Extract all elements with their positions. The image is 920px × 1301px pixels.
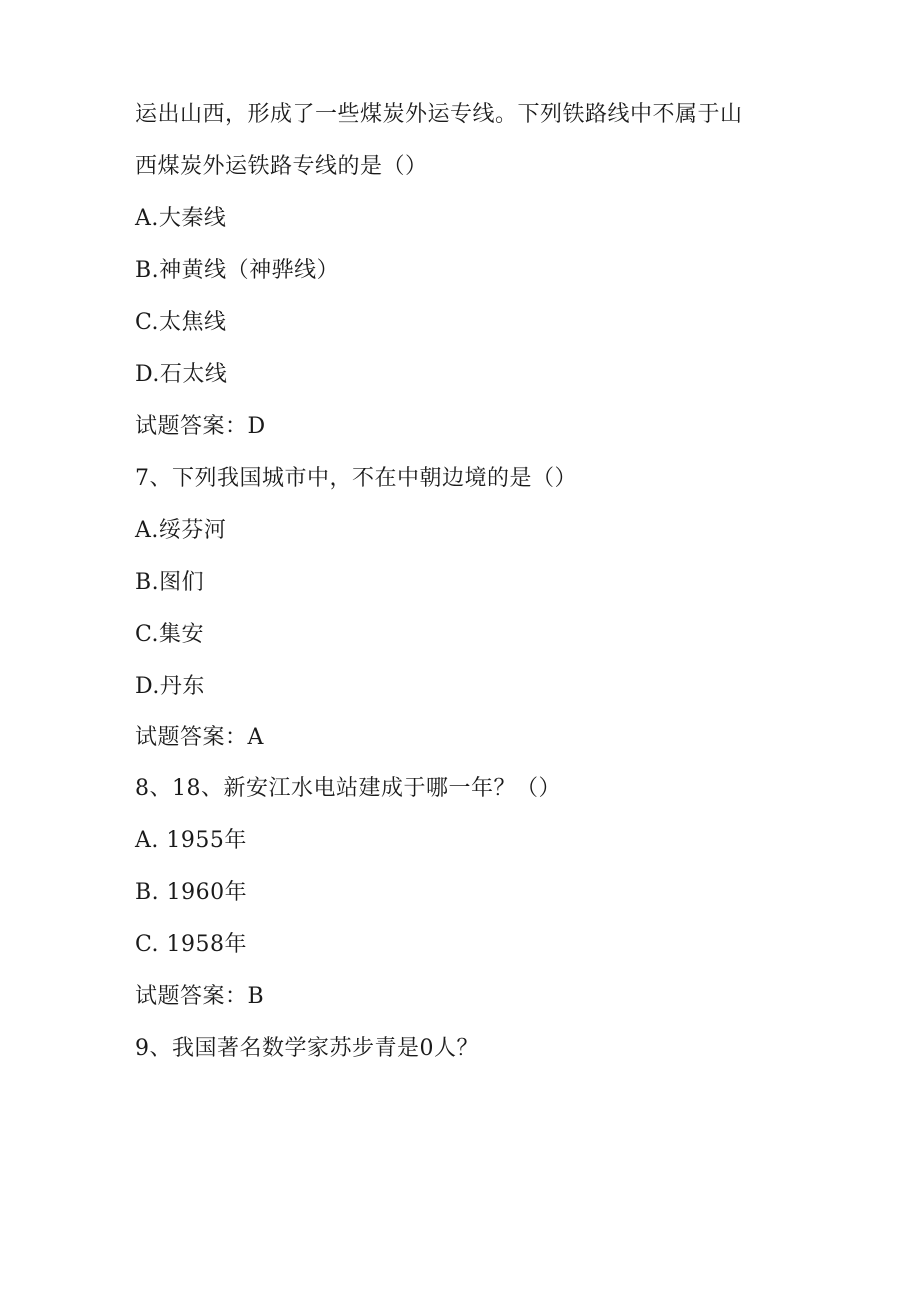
q7-option-c: C.集安 xyxy=(135,622,205,647)
q9-stem: 9、我国著名数学家苏步青是0人？ xyxy=(135,1036,479,1061)
q8-option-c: C. 1958年 xyxy=(135,932,248,957)
q6-option-c: C.太焦线 xyxy=(135,310,227,335)
q7-option-a: A.绥芬河 xyxy=(135,518,227,543)
q8-answer: 试题答案：B xyxy=(135,984,265,1009)
q6-stem-line-1: 运出山西，形成了一些煤炭外运专线。下列铁路线中不属于山 xyxy=(135,102,743,127)
q6-option-a: A.大秦线 xyxy=(135,206,227,231)
q6-stem-line-2: 西煤炭外运铁路专线的是（） xyxy=(135,154,428,179)
q7-option-d: D.丹东 xyxy=(135,674,205,699)
q6-answer: 试题答案：D xyxy=(135,414,266,439)
q7-option-b: B.图们 xyxy=(135,570,205,595)
q7-stem: 7、下列我国城市中，不在中朝边境的是（） xyxy=(135,466,577,491)
q8-option-a: A. 1955年 xyxy=(135,828,247,853)
q8-option-b: B. 1960年 xyxy=(135,880,248,905)
q8-stem: 8、18、新安江水电站建成于哪一年？（） xyxy=(135,776,561,801)
q6-option-b: B.神黄线（神骅线） xyxy=(135,258,340,283)
q7-answer: 试题答案：A xyxy=(135,725,264,750)
q6-option-d: D.石太线 xyxy=(135,362,228,387)
